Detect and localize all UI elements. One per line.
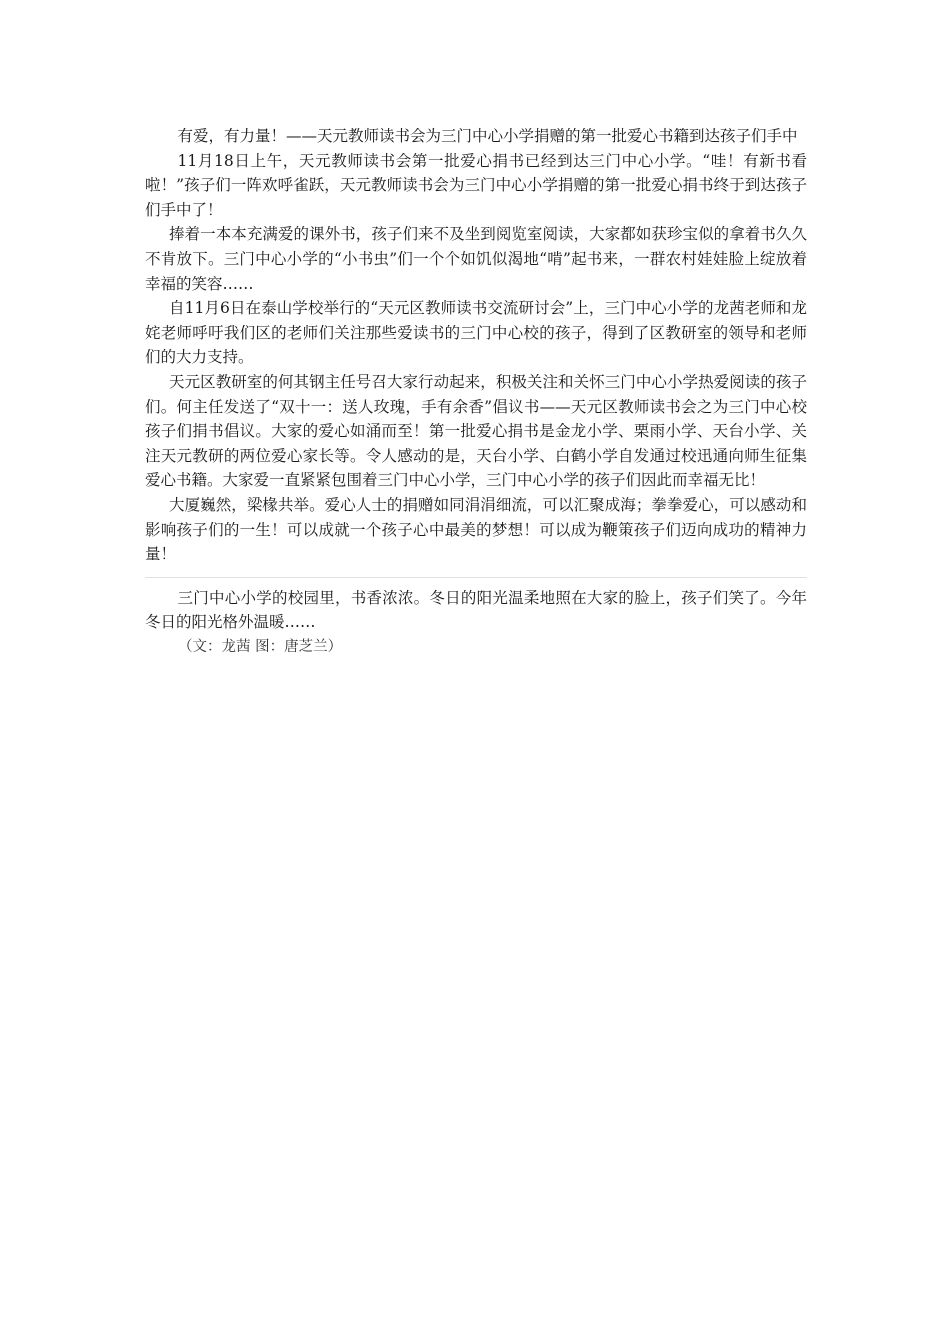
article-paragraph-4: 天元区教研室的何其钢主任号召大家行动起来，积极关注和关怀三门中心小学热爱阅读的孩子们。何主任发送了“双十一：送人玫瑰，手有余香”倡议书——天元区教师读书会之为三门中心校孩子们捐书倡议。大家的爱心如涌而至！第一批爱心捐书是金龙小学、栗雨小学、天台小学、关注天元教研的两位爱心家长等。令人感动的是，天台小学、白鹤小学自发通过校迅通向师生征集爱心书籍。大家爱一直紧紧包围着三门中心小学，三门中心小学的孩子们因此而幸福无比！: [145, 372, 807, 490]
photo-caption: 三门中心小学的校园里，书香浓浓。冬日的阳光温柔地照在大家的脸上，孩子们笑了。今年冬日的阳光格外温暖……: [145, 588, 807, 632]
author-credit: （文：龙茜 图：唐芝兰）: [178, 638, 343, 655]
document-page: [145, 124, 807, 659]
article-paragraph-1: 11月18日上午，天元教师读书会第一批爱心捐书已经到达三门中心小学。“哇！有新书看啦！”孩子们一阵欢呼雀跃，天元教师读书会为三门中心小学捐赠的第一批爱心捐书终于到达孩子们手中了！: [145, 151, 807, 219]
article-paragraph-2: 捧着一本本充满爱的课外书，孩子们来不及坐到阅览室阅读，大家都如获珍宝似的拿着书久久不肯放下。三门中心小学的“小书虫”们一个个如饥似渴地“啃”起书来，一群农村娃娃脸上绽放着幸福的笑容……: [145, 225, 807, 293]
section-divider: [145, 577, 807, 578]
article-paragraph-3: 自11月6日在泰山学校举行的“天元区教师读书交流研讨会”上，三门中心小学的龙茜老师和龙姹老师呼吁我们区的老师们关注那些爱读书的三门中心校的孩子，得到了区教研室的领导和老师们的大力支持。: [145, 299, 807, 367]
article-title: 有爱，有力量！——天元教师读书会为三门中心小学捐赠的第一批爱心书籍到达孩子们手中: [177, 127, 798, 145]
article-paragraph-5: 大厦巍然，梁椽共举。爱心人士的捐赠如同涓涓细流，可以汇聚成海；拳拳爱心，可以感动和影响孩子们的一生！可以成就一个孩子心中最美的梦想！可以成为鞭策孩子们迈向成功的精神力量！: [145, 495, 807, 564]
